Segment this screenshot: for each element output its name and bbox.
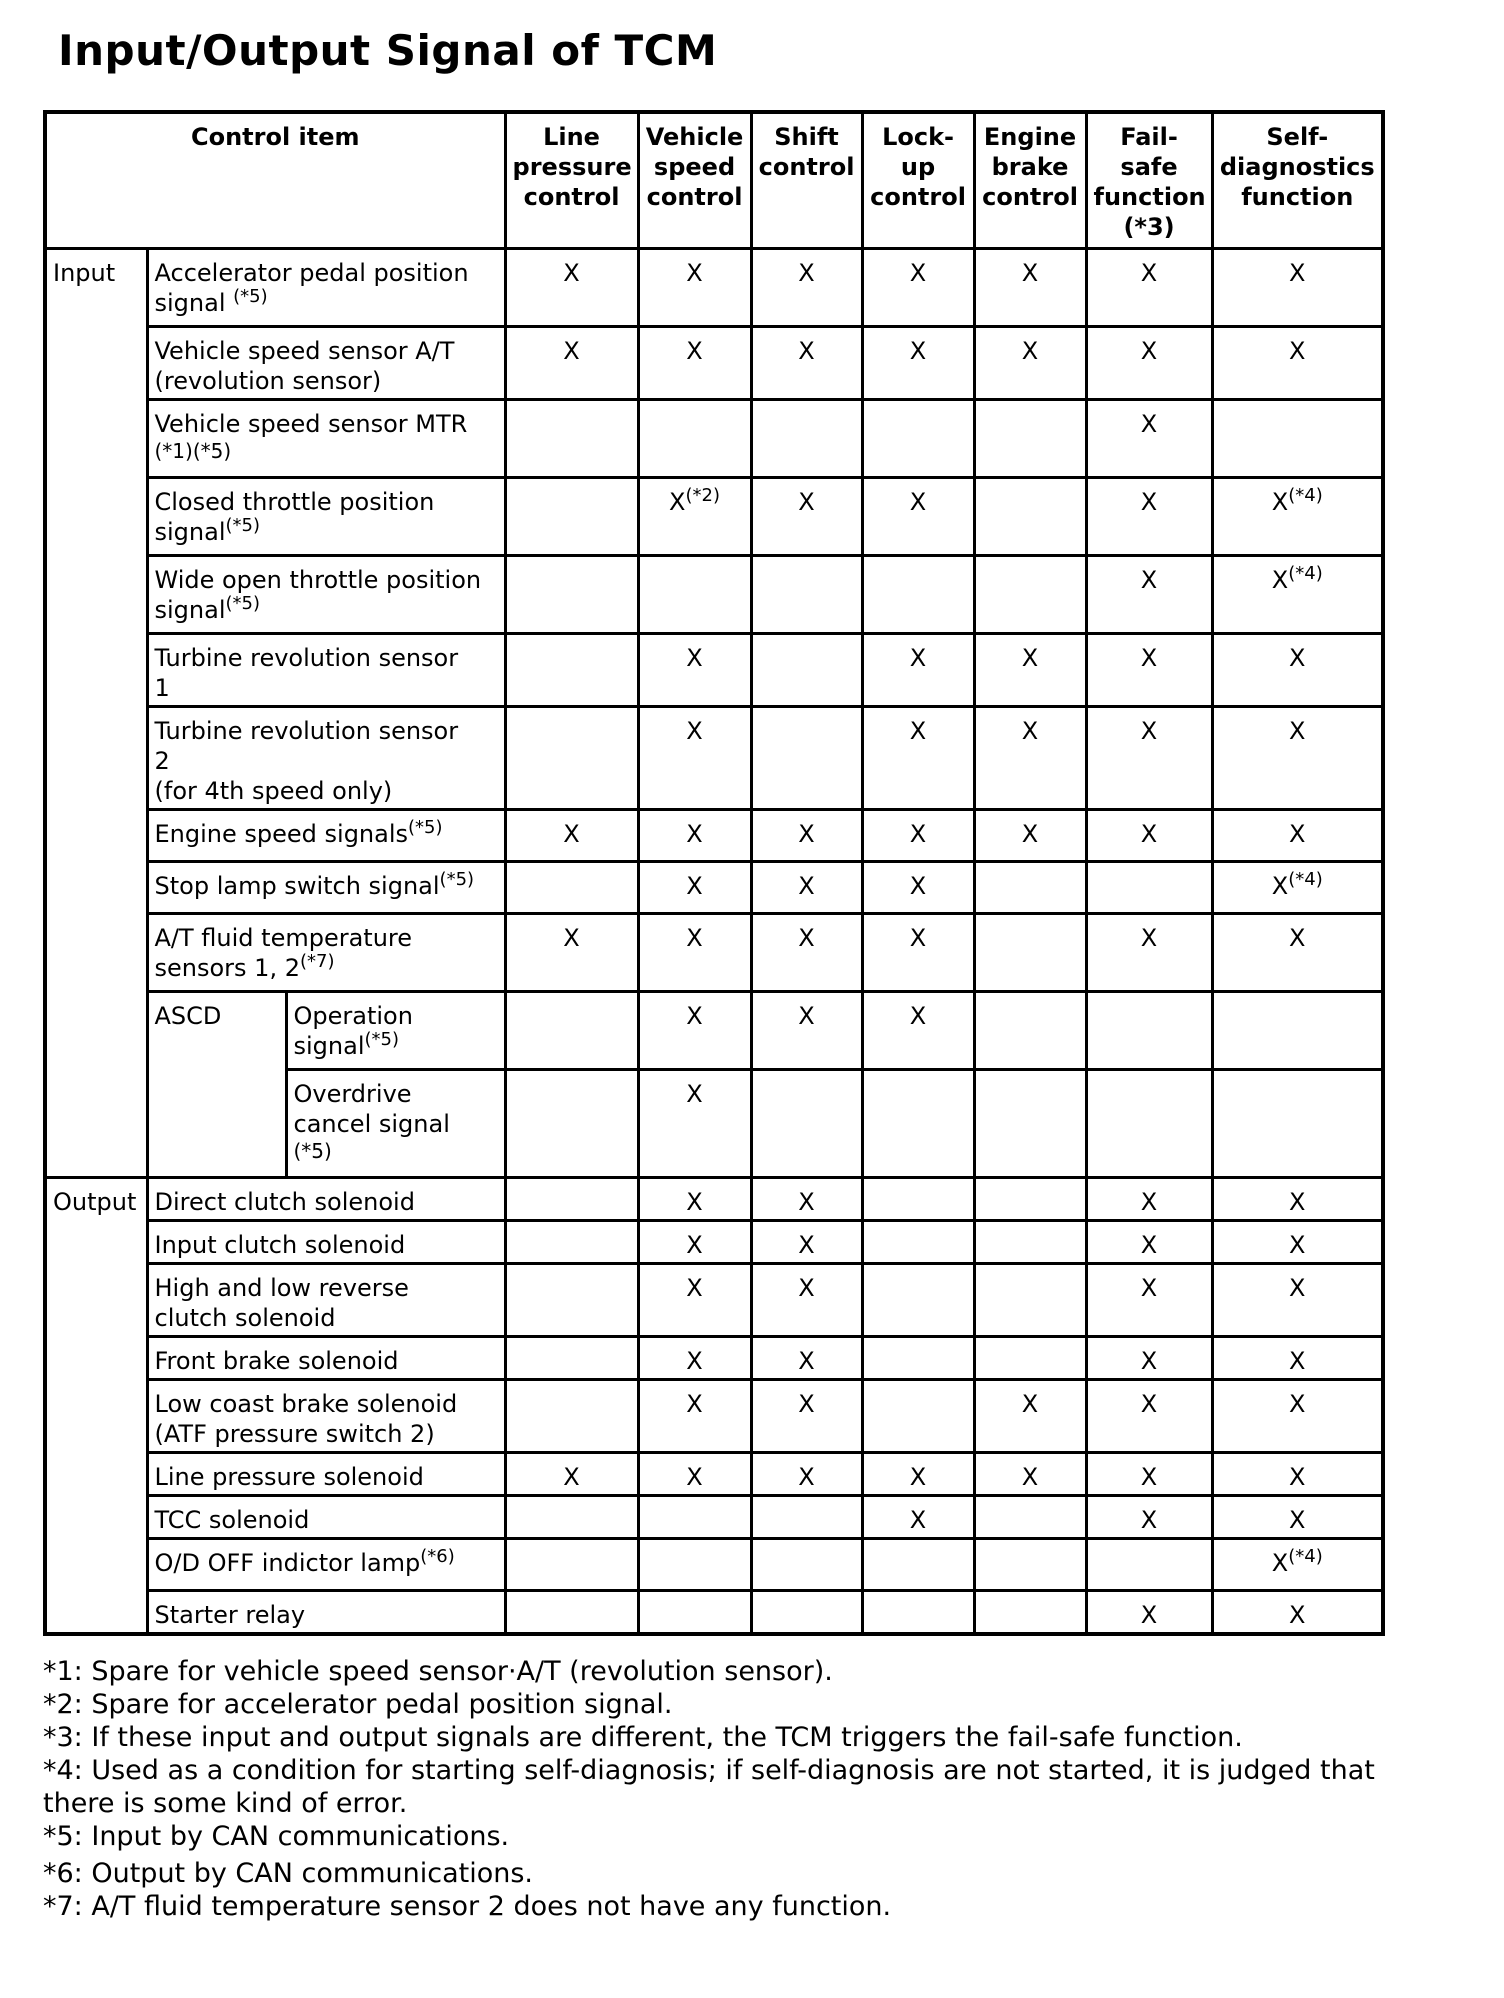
mark-cell: X (638, 1336, 751, 1379)
mark-cell (505, 1379, 638, 1452)
table-header-row (45, 112, 1383, 248)
mark-cell (862, 555, 974, 633)
mark-cell: X (1086, 809, 1212, 861)
mark-cell (974, 399, 1086, 477)
mark-cell: X (751, 326, 862, 399)
mark-cell: $X^{(*4)}$ (1212, 477, 1383, 555)
signal-name: Starter relay (147, 1590, 505, 1634)
mark-cell: X (1086, 1263, 1212, 1336)
mark-cell: X (1212, 248, 1383, 326)
mark-cell: X (1212, 1452, 1383, 1495)
signal-name: Turbine revolution sensor 2 (for 4th speed only) (147, 706, 505, 809)
mark-cell: X (1086, 1379, 1212, 1452)
mark-cell: X (1212, 1495, 1383, 1538)
mark-cell (974, 1590, 1086, 1634)
table-row (45, 1220, 1383, 1263)
mark-cell: X (862, 913, 974, 991)
mark-cell: X (638, 248, 751, 326)
signal-name: Input clutch solenoid (147, 1220, 505, 1263)
mark-cell (974, 991, 1086, 1069)
mark-cell: X (505, 248, 638, 326)
mark-cell: X (1212, 706, 1383, 809)
footnote-ref: (*5) (364, 1028, 399, 1050)
mark-cell: X (751, 248, 862, 326)
mark-cell: $X^{(*4)}$ (1212, 1538, 1383, 1590)
mark-cell: X (862, 706, 974, 809)
table-row (45, 991, 1383, 1069)
mark-cell: X (638, 1220, 751, 1263)
mark-cell: X (862, 1495, 974, 1538)
mark-cell: X (638, 1379, 751, 1452)
mark-cell: X (974, 1379, 1086, 1452)
header-line-pressure-control: Line pressure control (505, 112, 638, 248)
mark-cell (751, 1590, 862, 1634)
signal-name: Stop lamp switch signal$^{(*5)}$ (147, 861, 505, 913)
mark-cell (862, 1336, 974, 1379)
table-row (45, 1263, 1383, 1336)
mark-cell: X (1212, 1590, 1383, 1634)
mark-cell: X (751, 1177, 862, 1220)
mark-cell: X (638, 809, 751, 861)
footnote: *3: If these input and output signals are different, the TCM triggers the fail-safe function. (43, 1722, 1243, 1753)
mark-cell: X (1212, 1263, 1383, 1336)
mark-cell: X (1086, 326, 1212, 399)
mark-cell: X (751, 1379, 862, 1452)
mark-cell (505, 991, 638, 1069)
footnote-ref: (*5) (225, 514, 260, 536)
footnote: *5: Input by CAN communications. (43, 1821, 510, 1852)
mark-cell: X (1212, 1220, 1383, 1263)
mark-cell (751, 633, 862, 706)
group-output: Output (45, 1177, 147, 1634)
mark-cell: $X^{(*2)}$ (638, 477, 751, 555)
mark-cell (974, 1177, 1086, 1220)
footnote-ref: (*5) (233, 285, 268, 307)
mark-cell (505, 706, 638, 809)
mark-cell (505, 1220, 638, 1263)
mark-cell: X (751, 991, 862, 1069)
mark-cell: X (751, 1263, 862, 1336)
mark-cell (862, 1069, 974, 1177)
footnote-ref: (*5) (439, 868, 475, 890)
mark-cell (638, 555, 751, 633)
table-row (45, 1379, 1383, 1452)
signal-name: Closed throttle position signal$^{(*5)}$ (147, 477, 505, 555)
mark-cell: X (1086, 1452, 1212, 1495)
group-ascd: ASCD (147, 991, 286, 1177)
mark-cell: X (1212, 326, 1383, 399)
mark-cell: X (1086, 1220, 1212, 1263)
mark-cell (505, 1538, 638, 1590)
mark-cell: X (1086, 1495, 1212, 1538)
signal-table (43, 110, 1385, 1636)
table-row (45, 248, 1383, 326)
signal-name: O/D OFF indictor lamp$^{(*6)}$ (147, 1538, 505, 1590)
mark-cell: X (1212, 809, 1383, 861)
header-lock-up-control: Lock- up control (862, 112, 974, 248)
mark-cell (1086, 1538, 1212, 1590)
mark-cell: X (1212, 913, 1383, 991)
footnote-ref: (*6) (420, 1545, 455, 1567)
footnotes (43, 1655, 1423, 1923)
mark-cell (638, 1538, 751, 1590)
mark-cell (505, 861, 638, 913)
mark-cell (751, 555, 862, 633)
mark-cell (505, 1263, 638, 1336)
footnote: *6: Output by CAN communications. (43, 1858, 533, 1889)
mark-cell: X (862, 326, 974, 399)
mark-cell: X (1086, 1177, 1212, 1220)
group-input: Input (45, 248, 147, 1177)
footnote-ref: (*4) (1288, 484, 1323, 506)
mark-cell: X (505, 1452, 638, 1495)
mark-cell: X (974, 1452, 1086, 1495)
signal-name: Turbine revolution sensor 1 (147, 633, 505, 706)
table-row (45, 399, 1383, 477)
mark-cell (751, 399, 862, 477)
mark-cell (751, 1495, 862, 1538)
mark-cell (862, 1263, 974, 1336)
table-row (45, 861, 1383, 913)
mark-cell: X (751, 1452, 862, 1495)
footnote-ref: (*4) (1288, 1545, 1323, 1567)
mark-cell: X (505, 809, 638, 861)
mark-cell: X (638, 633, 751, 706)
signal-name: Vehicle speed sensor MTR (*1)(*5) (147, 399, 505, 477)
mark-cell (505, 633, 638, 706)
mark-cell (862, 1379, 974, 1452)
mark-cell: X (751, 809, 862, 861)
footnote-ref: (*5) (225, 592, 260, 614)
table-row (45, 1452, 1383, 1495)
signal-name: TCC solenoid (147, 1495, 505, 1538)
header-vehicle-speed-control: Vehicle speed control (638, 112, 751, 248)
mark-cell (505, 1177, 638, 1220)
mark-cell: X (862, 991, 974, 1069)
mark-cell: X (638, 991, 751, 1069)
signal-name: Operation signal$^{(*5)}$ (286, 991, 505, 1069)
footnote-ref: (*5) (408, 816, 443, 838)
footnote-ref: (*1)(*5) (154, 438, 232, 463)
table-row (45, 633, 1383, 706)
footnote-ref: (*2) (685, 484, 720, 506)
mark-cell: X (505, 326, 638, 399)
mark-cell: X (1086, 633, 1212, 706)
mark-cell: X (1212, 1336, 1383, 1379)
mark-cell: X (1212, 1379, 1383, 1452)
mark-cell: X (751, 477, 862, 555)
mark-cell: X (1086, 1590, 1212, 1634)
mark-cell: X (974, 248, 1086, 326)
mark-cell: X (638, 861, 751, 913)
mark-cell: X (974, 706, 1086, 809)
table-row (45, 555, 1383, 633)
table-row (45, 1336, 1383, 1379)
mark-cell (862, 1590, 974, 1634)
signal-name: Engine speed signals$^{(*5)}$ (147, 809, 505, 861)
mark-cell: X (638, 1263, 751, 1336)
mark-cell (1086, 1069, 1212, 1177)
signal-name: Front brake solenoid (147, 1336, 505, 1379)
page-title: Input/Output Signal of TCM (58, 26, 718, 75)
mark-cell (974, 477, 1086, 555)
footnote: *2: Spare for accelerator pedal position signal. (43, 1689, 673, 1720)
mark-cell (505, 399, 638, 477)
mark-cell: X (1212, 1177, 1383, 1220)
footnote-ref: (*4) (1288, 562, 1323, 584)
mark-cell (974, 913, 1086, 991)
mark-cell: X (638, 1452, 751, 1495)
mark-cell: X (1086, 555, 1212, 633)
mark-cell: X (638, 913, 751, 991)
signal-name: Overdrive cancel signal (*5) (286, 1069, 505, 1177)
mark-cell (505, 1336, 638, 1379)
mark-cell (974, 1220, 1086, 1263)
mark-cell (1086, 861, 1212, 913)
table-row (45, 706, 1383, 809)
mark-cell: $X^{(*4)}$ (1212, 555, 1383, 633)
mark-cell (974, 1336, 1086, 1379)
footnote: *7: A/T fluid temperature sensor 2 does not have any function. (43, 1891, 892, 1922)
signal-name: Direct clutch solenoid (147, 1177, 505, 1220)
mark-cell: X (1086, 248, 1212, 326)
table-row (45, 1590, 1383, 1634)
mark-cell (505, 477, 638, 555)
signal-name: High and low reverse clutch solenoid (147, 1263, 505, 1336)
mark-cell (974, 1069, 1086, 1177)
mark-cell (974, 1263, 1086, 1336)
mark-cell (638, 399, 751, 477)
mark-cell (974, 555, 1086, 633)
header-shift-control: Shift control (751, 112, 862, 248)
mark-cell: X (751, 1336, 862, 1379)
mark-cell: X (638, 1069, 751, 1177)
mark-cell (505, 1495, 638, 1538)
mark-cell (862, 399, 974, 477)
mark-cell: X (862, 633, 974, 706)
table-row (45, 1495, 1383, 1538)
mark-cell: X (862, 809, 974, 861)
mark-cell: X (638, 1177, 751, 1220)
header-control-item: Control item (45, 112, 505, 248)
mark-cell (1212, 991, 1383, 1069)
footnote-ref: (*7) (299, 950, 335, 972)
mark-cell (1212, 1069, 1383, 1177)
mark-cell (974, 861, 1086, 913)
mark-cell: X (862, 477, 974, 555)
mark-cell: X (1086, 913, 1212, 991)
signal-name: A/T fluid temperature sensors 1, $2^{(*7)}$ (147, 913, 505, 991)
signal-name: Line pressure solenoid (147, 1452, 505, 1495)
table-row (45, 1538, 1383, 1590)
mark-cell (1086, 991, 1212, 1069)
mark-cell: X (862, 248, 974, 326)
mark-cell (862, 1538, 974, 1590)
table-row (45, 1177, 1383, 1220)
footnote-ref: (*5) (293, 1138, 332, 1163)
header-engine-brake-control: Engine brake control (974, 112, 1086, 248)
mark-cell: X (1086, 477, 1212, 555)
mark-cell: X (1086, 399, 1212, 477)
mark-cell: X (638, 326, 751, 399)
header-fail-safe-function: Fail- safe function (*3) (1086, 112, 1212, 248)
signal-name: Accelerator pedal position signal $^{(*5)}$ (147, 248, 505, 326)
mark-cell: X (638, 706, 751, 809)
mark-cell: X (974, 326, 1086, 399)
mark-cell (638, 1495, 751, 1538)
mark-cell (974, 1538, 1086, 1590)
mark-cell: X (1086, 1336, 1212, 1379)
table-row (45, 913, 1383, 991)
table-row (45, 477, 1383, 555)
mark-cell (505, 1590, 638, 1634)
header-self-diagnostics-function: Self- diagnostics function (1212, 112, 1383, 248)
mark-cell (862, 1177, 974, 1220)
table-row (45, 326, 1383, 399)
mark-cell (505, 1069, 638, 1177)
mark-cell (751, 1538, 862, 1590)
mark-cell: X (751, 1220, 862, 1263)
signal-name: Wide open throttle position signal$^{(*5)}$ (147, 555, 505, 633)
footnote-ref: (*4) (1288, 868, 1323, 890)
signal-name: Vehicle speed sensor A/T (revolution sensor) (147, 326, 505, 399)
mark-cell: X (751, 913, 862, 991)
footnote: *1: Spare for vehicle speed sensor·A/T (revolution sensor). (43, 1656, 833, 1687)
mark-cell: X (1212, 633, 1383, 706)
mark-cell (974, 1495, 1086, 1538)
mark-cell: X (751, 861, 862, 913)
mark-cell (1212, 399, 1383, 477)
mark-cell (862, 1220, 974, 1263)
mark-cell: X (974, 633, 1086, 706)
mark-cell: X (862, 1452, 974, 1495)
mark-cell (751, 1069, 862, 1177)
mark-cell: X (1086, 706, 1212, 809)
mark-cell (505, 555, 638, 633)
mark-cell: $X^{(*4)}$ (1212, 861, 1383, 913)
mark-cell: X (974, 809, 1086, 861)
footnote: *4: Used as a condition for starting self-diagnosis; if self-diagnosis are not started, it is judged that there is some kind of error. (43, 1755, 1375, 1819)
mark-cell: X (505, 913, 638, 991)
table-row (45, 809, 1383, 861)
signal-name: Low coast brake solenoid (ATF pressure switch 2) (147, 1379, 505, 1452)
mark-cell (751, 706, 862, 809)
mark-cell: X (862, 861, 974, 913)
mark-cell (638, 1590, 751, 1634)
